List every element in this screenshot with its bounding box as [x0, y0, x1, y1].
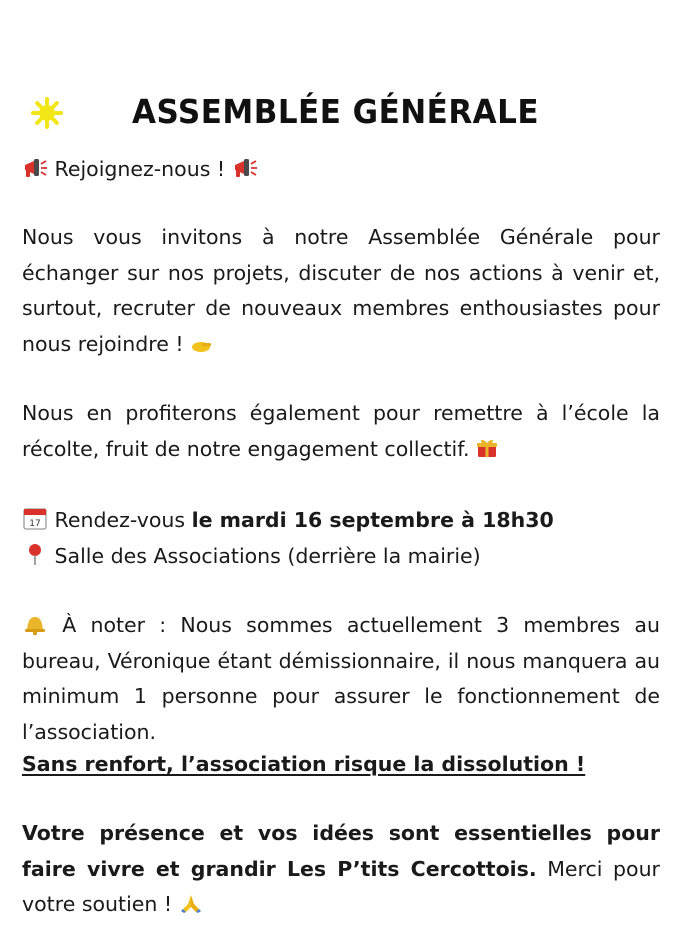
- note-text: À noter : Nous sommes actuellement 3 membres au bureau, Véronique étant démissionnaire, il nous manquera au minimum 1 personne pour assurer le fonctionnement de l’association.: [22, 613, 660, 744]
- closing-paragraph: [22, 816, 660, 923]
- harvest-paragraph: [22, 396, 660, 467]
- note-paragraph: [22, 608, 660, 750]
- join-text: Rejoignez-nous !: [54, 157, 226, 181]
- join-line: [22, 153, 662, 186]
- svg-text:17: 17: [29, 519, 41, 529]
- harvest-text: Nous en profiterons également pour remettre à l’école la récolte, fruit de notre engagement collectif.: [22, 401, 660, 461]
- intro-text: Nous vous invitons à notre Assemblée Générale pour échanger sur nos projets, discuter de nos actions à venir et, surtout, recruter de nouveaux membres enthousiastes pour nous rejoindre !: [22, 225, 660, 356]
- warning-line: Sans renfort, l’association risque la dissolution !: [22, 752, 586, 776]
- meeting-place-line: [22, 540, 662, 573]
- closing-normal: Merci pour votre soutien !: [22, 856, 660, 916]
- bell-icon: [22, 613, 48, 635]
- intro-paragraph: [22, 220, 660, 362]
- meeting-date-line: [22, 504, 662, 537]
- gift-icon: [476, 437, 498, 459]
- megaphone-icon: [22, 157, 48, 179]
- page-title: ASSEMBLÉE GÉNÉRALE: [132, 92, 540, 131]
- sun-icon: [30, 96, 64, 130]
- meeting-date: le mardi 16 septembre à 18h30: [191, 508, 554, 532]
- header: [28, 88, 668, 144]
- meeting-prefix: Rendez-vous: [54, 508, 192, 532]
- closing-bold: Votre présence et vos idées sont essentielles pour faire vivre et grandir Les P’tits Cercottois.: [22, 821, 660, 881]
- calendar-icon: [22, 506, 48, 530]
- praying-hands-icon: [179, 892, 203, 914]
- hand-icon: [190, 338, 212, 354]
- pin-icon: [22, 542, 48, 566]
- meeting-place: Salle des Associations (derrière la mairie): [54, 544, 481, 568]
- megaphone-icon: [232, 157, 258, 179]
